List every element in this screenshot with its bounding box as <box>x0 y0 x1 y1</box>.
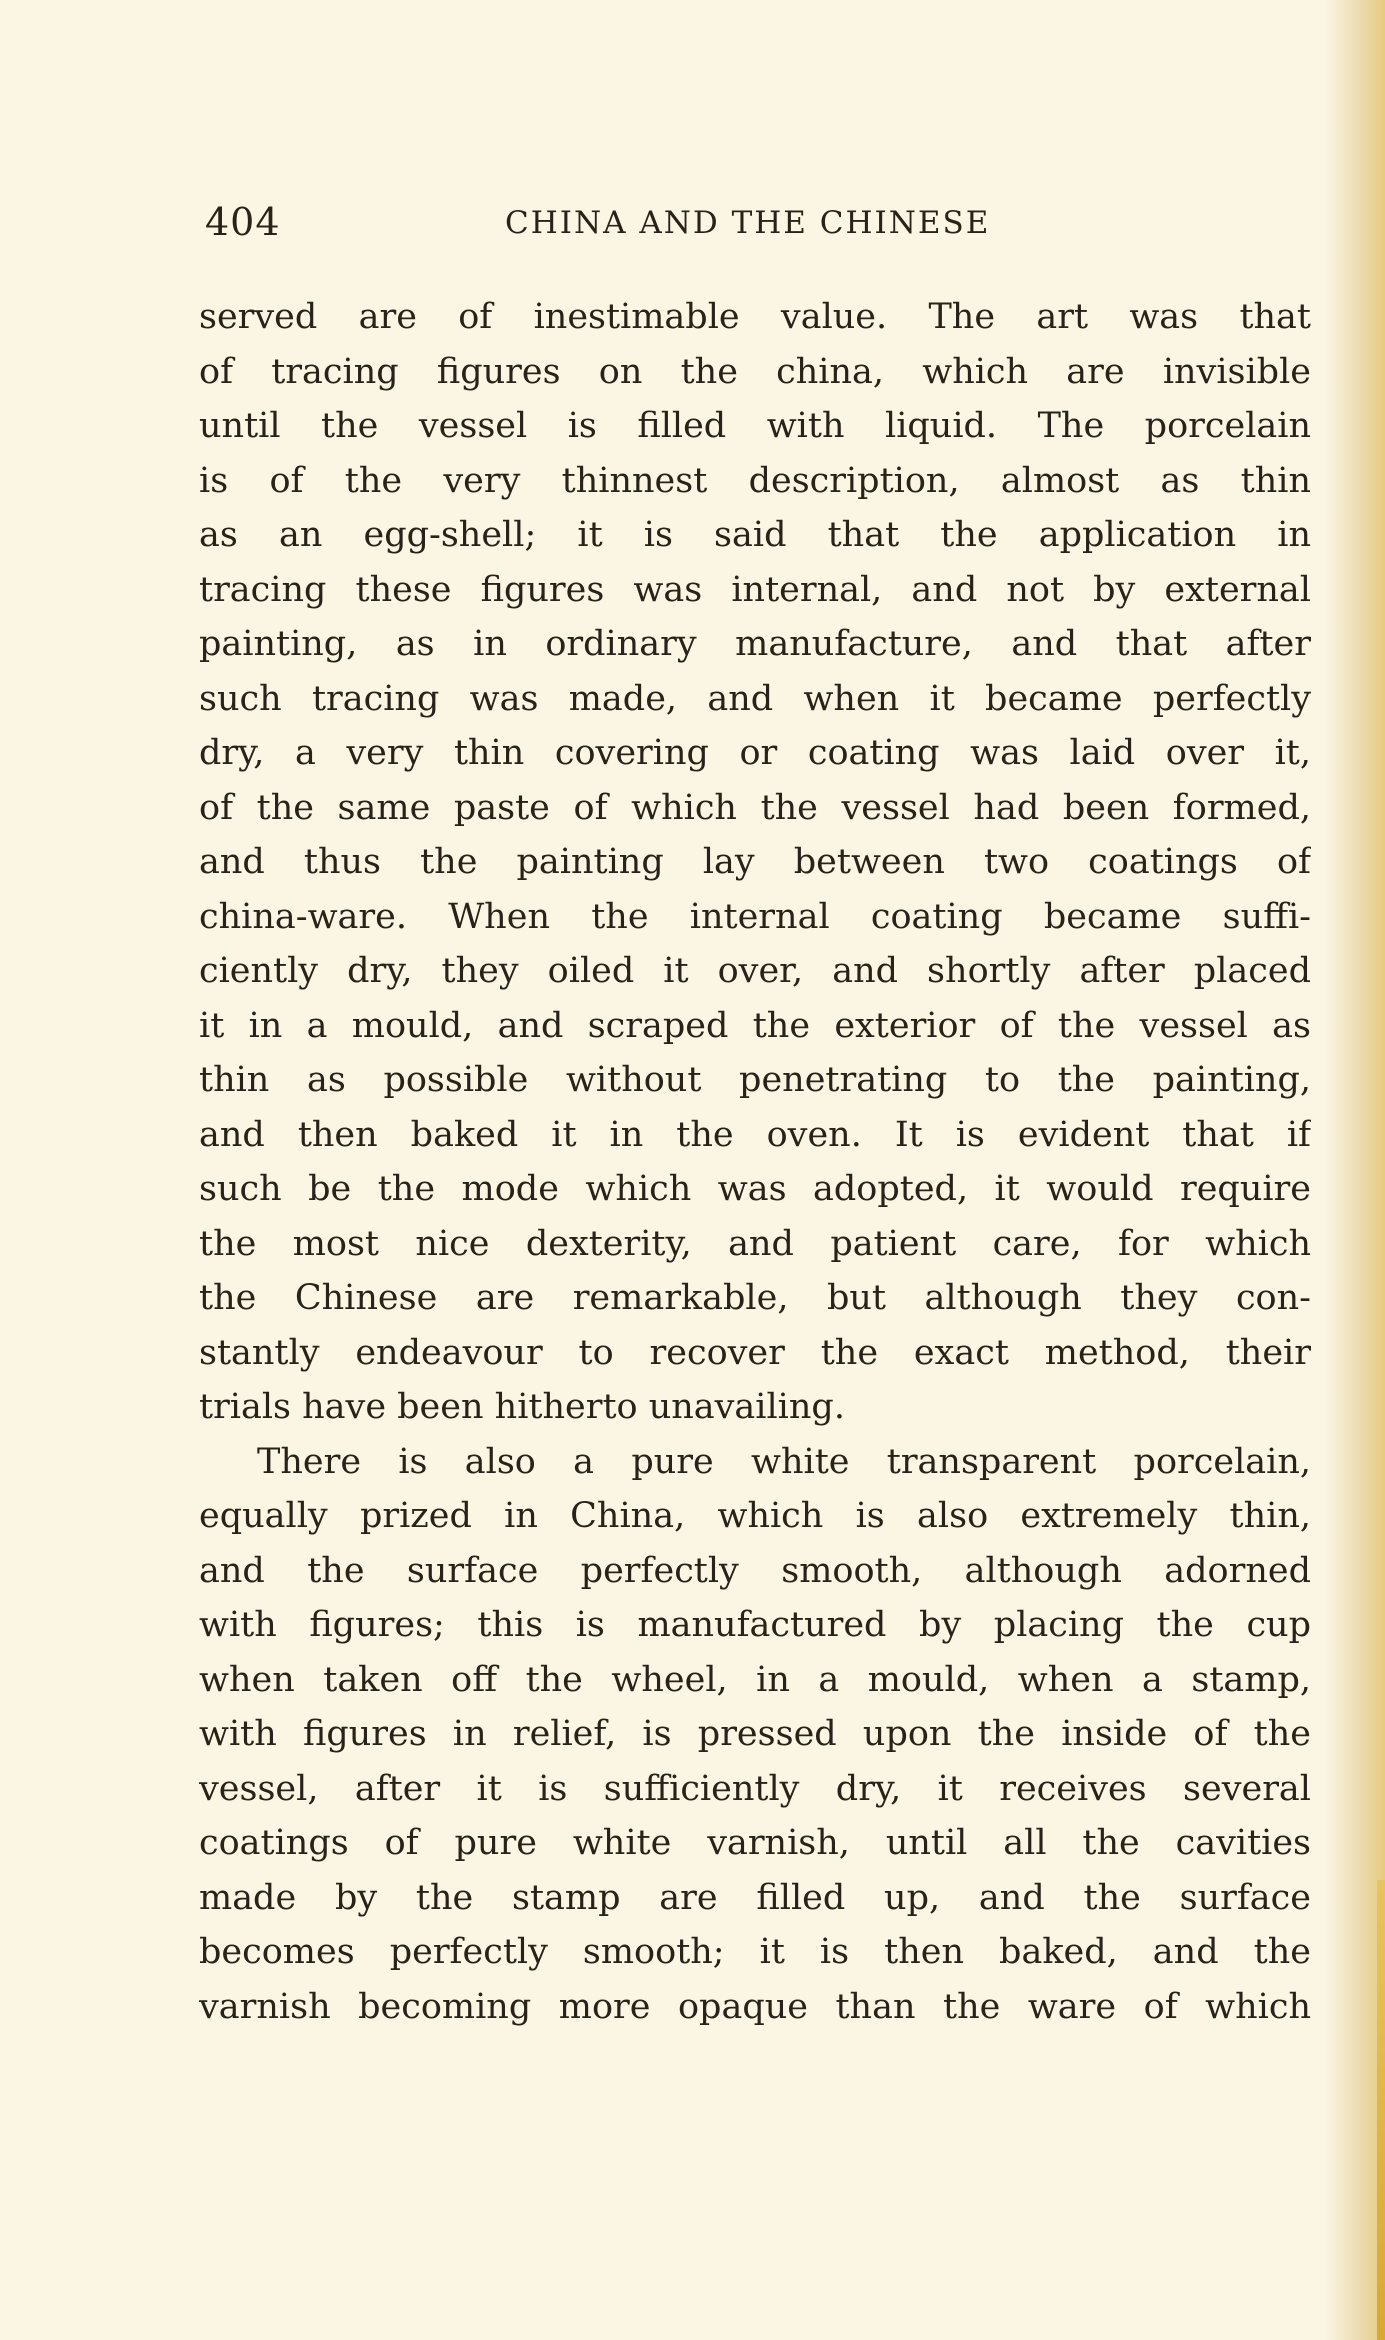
text-line: the Chinese are remarkable, but although they con- <box>199 1278 1311 1318</box>
text-line: of tracing figures on the china, which are invisible <box>199 351 1311 392</box>
text-line: such be the mode which was adopted, it would require <box>199 1169 1311 1209</box>
text-line: as an egg-shell; it is said that the application in <box>199 515 1311 555</box>
text-line: and then baked it in the oven. It is evident that if <box>199 1114 1311 1155</box>
text-line: equally prized in China, which is also extremely thin, <box>199 1496 1311 1536</box>
text-line: with figures in relief, is pressed upon the inside of the <box>199 1714 1311 1754</box>
text-line: stantly endeavour to recover the exact method, their <box>199 1332 1311 1373</box>
text-line-paragraph-start: There is also a pure white transparent porcelain, <box>257 1441 1311 1482</box>
text-line: is of the very thinnest description, almost as thin <box>199 460 1311 501</box>
text-line: coatings of pure white varnish, until all the cavities <box>199 1823 1311 1863</box>
page-edge-shadow <box>1377 1880 1385 2340</box>
text-line: such tracing was made, and when it became perfectly <box>199 678 1311 719</box>
text-line: served are of inestimable value. The art was that <box>199 297 1311 337</box>
text-line: of the same paste of which the vessel had been formed, <box>199 787 1311 828</box>
text-line: ciently dry, they oiled it over, and shortly after placed <box>199 951 1311 991</box>
text-line: when taken off the wheel, in a mould, when a stamp, <box>199 1659 1311 1700</box>
text-line: becomes perfectly smooth; it is then baked, and the <box>199 1932 1311 1972</box>
text-line-paragraph-end: trials have been hitherto unavailing. <box>199 1387 845 1427</box>
text-line: and thus the painting lay between two coatings of <box>199 842 1311 882</box>
text-line: dry, a very thin covering or coating was laid over it, <box>199 733 1311 773</box>
text-line: and the surface perfectly smooth, although adorned <box>199 1550 1311 1591</box>
text-line: thin as possible without penetrating to the painting, <box>199 1060 1311 1100</box>
text-line: it in a mould, and scraped the exterior of the vessel as <box>199 1005 1311 1046</box>
text-line: painting, as in ordinary manufacture, and that after <box>199 624 1311 664</box>
text-line: the most nice dexterity, and patient care, for which <box>199 1223 1311 1264</box>
text-line: with figures; this is manufactured by placing the cup <box>199 1605 1311 1645</box>
text-line: vessel, after it is sufficiently dry, it receives several <box>199 1768 1311 1809</box>
running-title: CHINA AND THE CHINESE <box>505 205 991 241</box>
text-line: china-ware. When the internal coating became suffi- <box>199 896 1311 937</box>
text-line: made by the stamp are filled up, and the surface <box>199 1877 1311 1918</box>
page-number: 404 <box>205 200 281 244</box>
page-header <box>205 200 1065 252</box>
body-text <box>199 290 1311 2034</box>
text-line: varnish becoming more opaque than the ware of which <box>199 1986 1311 2027</box>
text-line: tracing these figures was internal, and not by external <box>199 569 1311 610</box>
text-line: until the vessel is filled with liquid. The porcelain <box>199 406 1311 446</box>
